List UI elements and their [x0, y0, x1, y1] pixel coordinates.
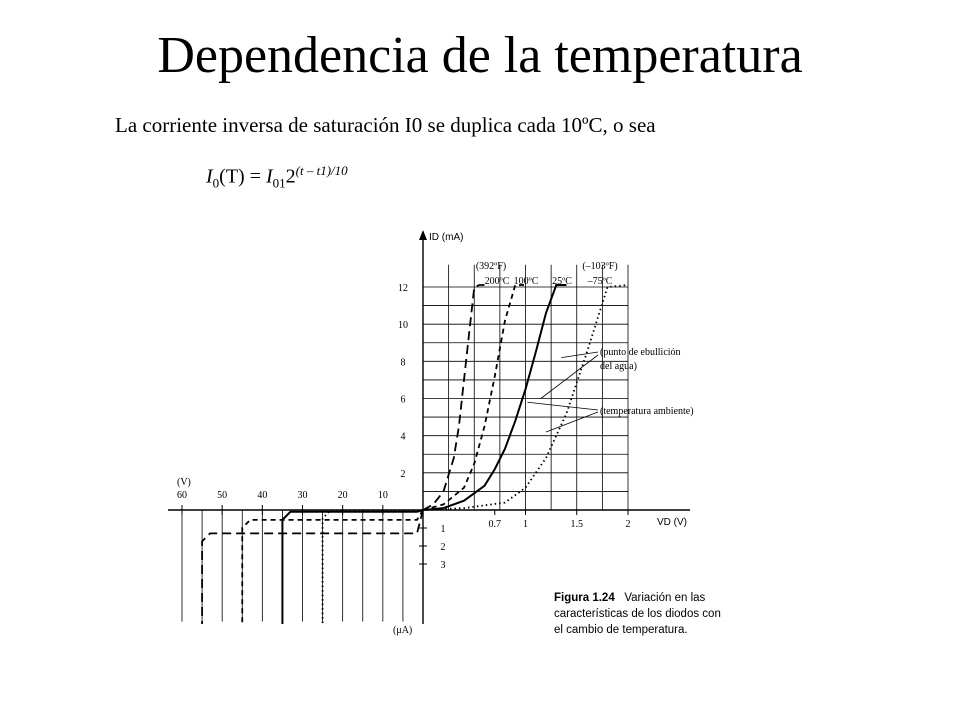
reverse-y-unit-label: (μA) [393, 625, 413, 636]
reverse-y-tick-label: 2 [440, 542, 446, 553]
annotation-boiling-line2: del agua) [600, 361, 637, 372]
forward-x-tick-label: 1 [523, 519, 528, 530]
reverse-x-tick-label: 30 [297, 490, 308, 501]
series-reverse-curve [202, 510, 423, 624]
tick-labels [177, 283, 631, 571]
caption-line2: características de los diodos con [554, 608, 721, 620]
grid [182, 265, 628, 622]
formula-rhs-exp: (t – t1)/10 [295, 163, 348, 178]
reverse-y-tick-label: 1 [440, 524, 446, 535]
caption-line3: el cambio de temperatura. [554, 624, 688, 636]
reverse-y-tick-label: 3 [440, 560, 446, 571]
forward-y-tick-label: 2 [400, 468, 406, 480]
y-axis-label: ID (mA) [429, 232, 464, 243]
reverse-x-tick-label: 50 [217, 490, 228, 501]
slide-title: Dependencia de la temperatura [157, 27, 803, 84]
annotation-leader [528, 402, 598, 410]
formula-rhs-var: I [266, 165, 273, 188]
reverse-x-unit-label: (V) [177, 477, 191, 488]
chart-labels [177, 232, 694, 636]
reverse-x-tick-label: 60 [177, 490, 187, 501]
series-reverse-curve [242, 510, 423, 624]
series-label: –75ºC [587, 276, 613, 287]
y-axis-arrow [419, 230, 427, 240]
x-axis-label: VD (V) [657, 517, 687, 528]
forward-y-tick-label: 12 [398, 283, 408, 294]
annotation-leader [561, 352, 598, 358]
forward-y-tick-label: 4 [400, 431, 406, 443]
formula-rhs-base: 2 [285, 165, 296, 188]
annotation-boiling-line1: (punto de ebullición [600, 347, 681, 358]
temp-label-f: (392ºF) [475, 261, 507, 272]
forward-x-tick-label: 0.7 [488, 519, 501, 530]
series-label: 200ºC [484, 276, 510, 287]
forward-y-tick-label: 6 [400, 394, 406, 406]
series-reverse-curve [323, 510, 423, 624]
annotation-ambient: (temperatura ambiente) [600, 406, 694, 417]
series-forward-curve [423, 285, 567, 510]
forward-x-tick-label: 1.5 [570, 519, 583, 530]
series-label: 100ºC [513, 276, 539, 287]
reverse-x-tick-label: 40 [257, 490, 268, 501]
series-label: 25ºC [552, 276, 572, 287]
caption-bold: Figura 1.24 [554, 592, 615, 604]
forward-x-tick-label: 2 [625, 519, 631, 530]
caption-line1: Variación en las [624, 592, 706, 604]
formula-lhs-sub: 0 [212, 175, 220, 191]
forward-y-tick-label: 10 [398, 320, 408, 332]
figure-caption [554, 590, 721, 638]
formula-rhs-sub: 01 [272, 175, 286, 191]
series-reverse-curve [282, 510, 423, 624]
forward-y-tick-label: 8 [400, 357, 406, 369]
axes [168, 230, 690, 624]
annotation-leader [546, 412, 598, 432]
reverse-x-tick-label: 20 [337, 490, 348, 501]
body-text: La corriente inversa de saturación I0 se duplica cada 10ºC, o sea [115, 113, 656, 137]
series-forward-curve [423, 285, 485, 510]
reverse-x-tick-label: 10 [377, 490, 388, 501]
formula-lhs-arg: (T) = [219, 165, 266, 188]
temp-label-f: (–103ºF) [582, 261, 618, 272]
formula-lhs-var: I [206, 165, 213, 188]
